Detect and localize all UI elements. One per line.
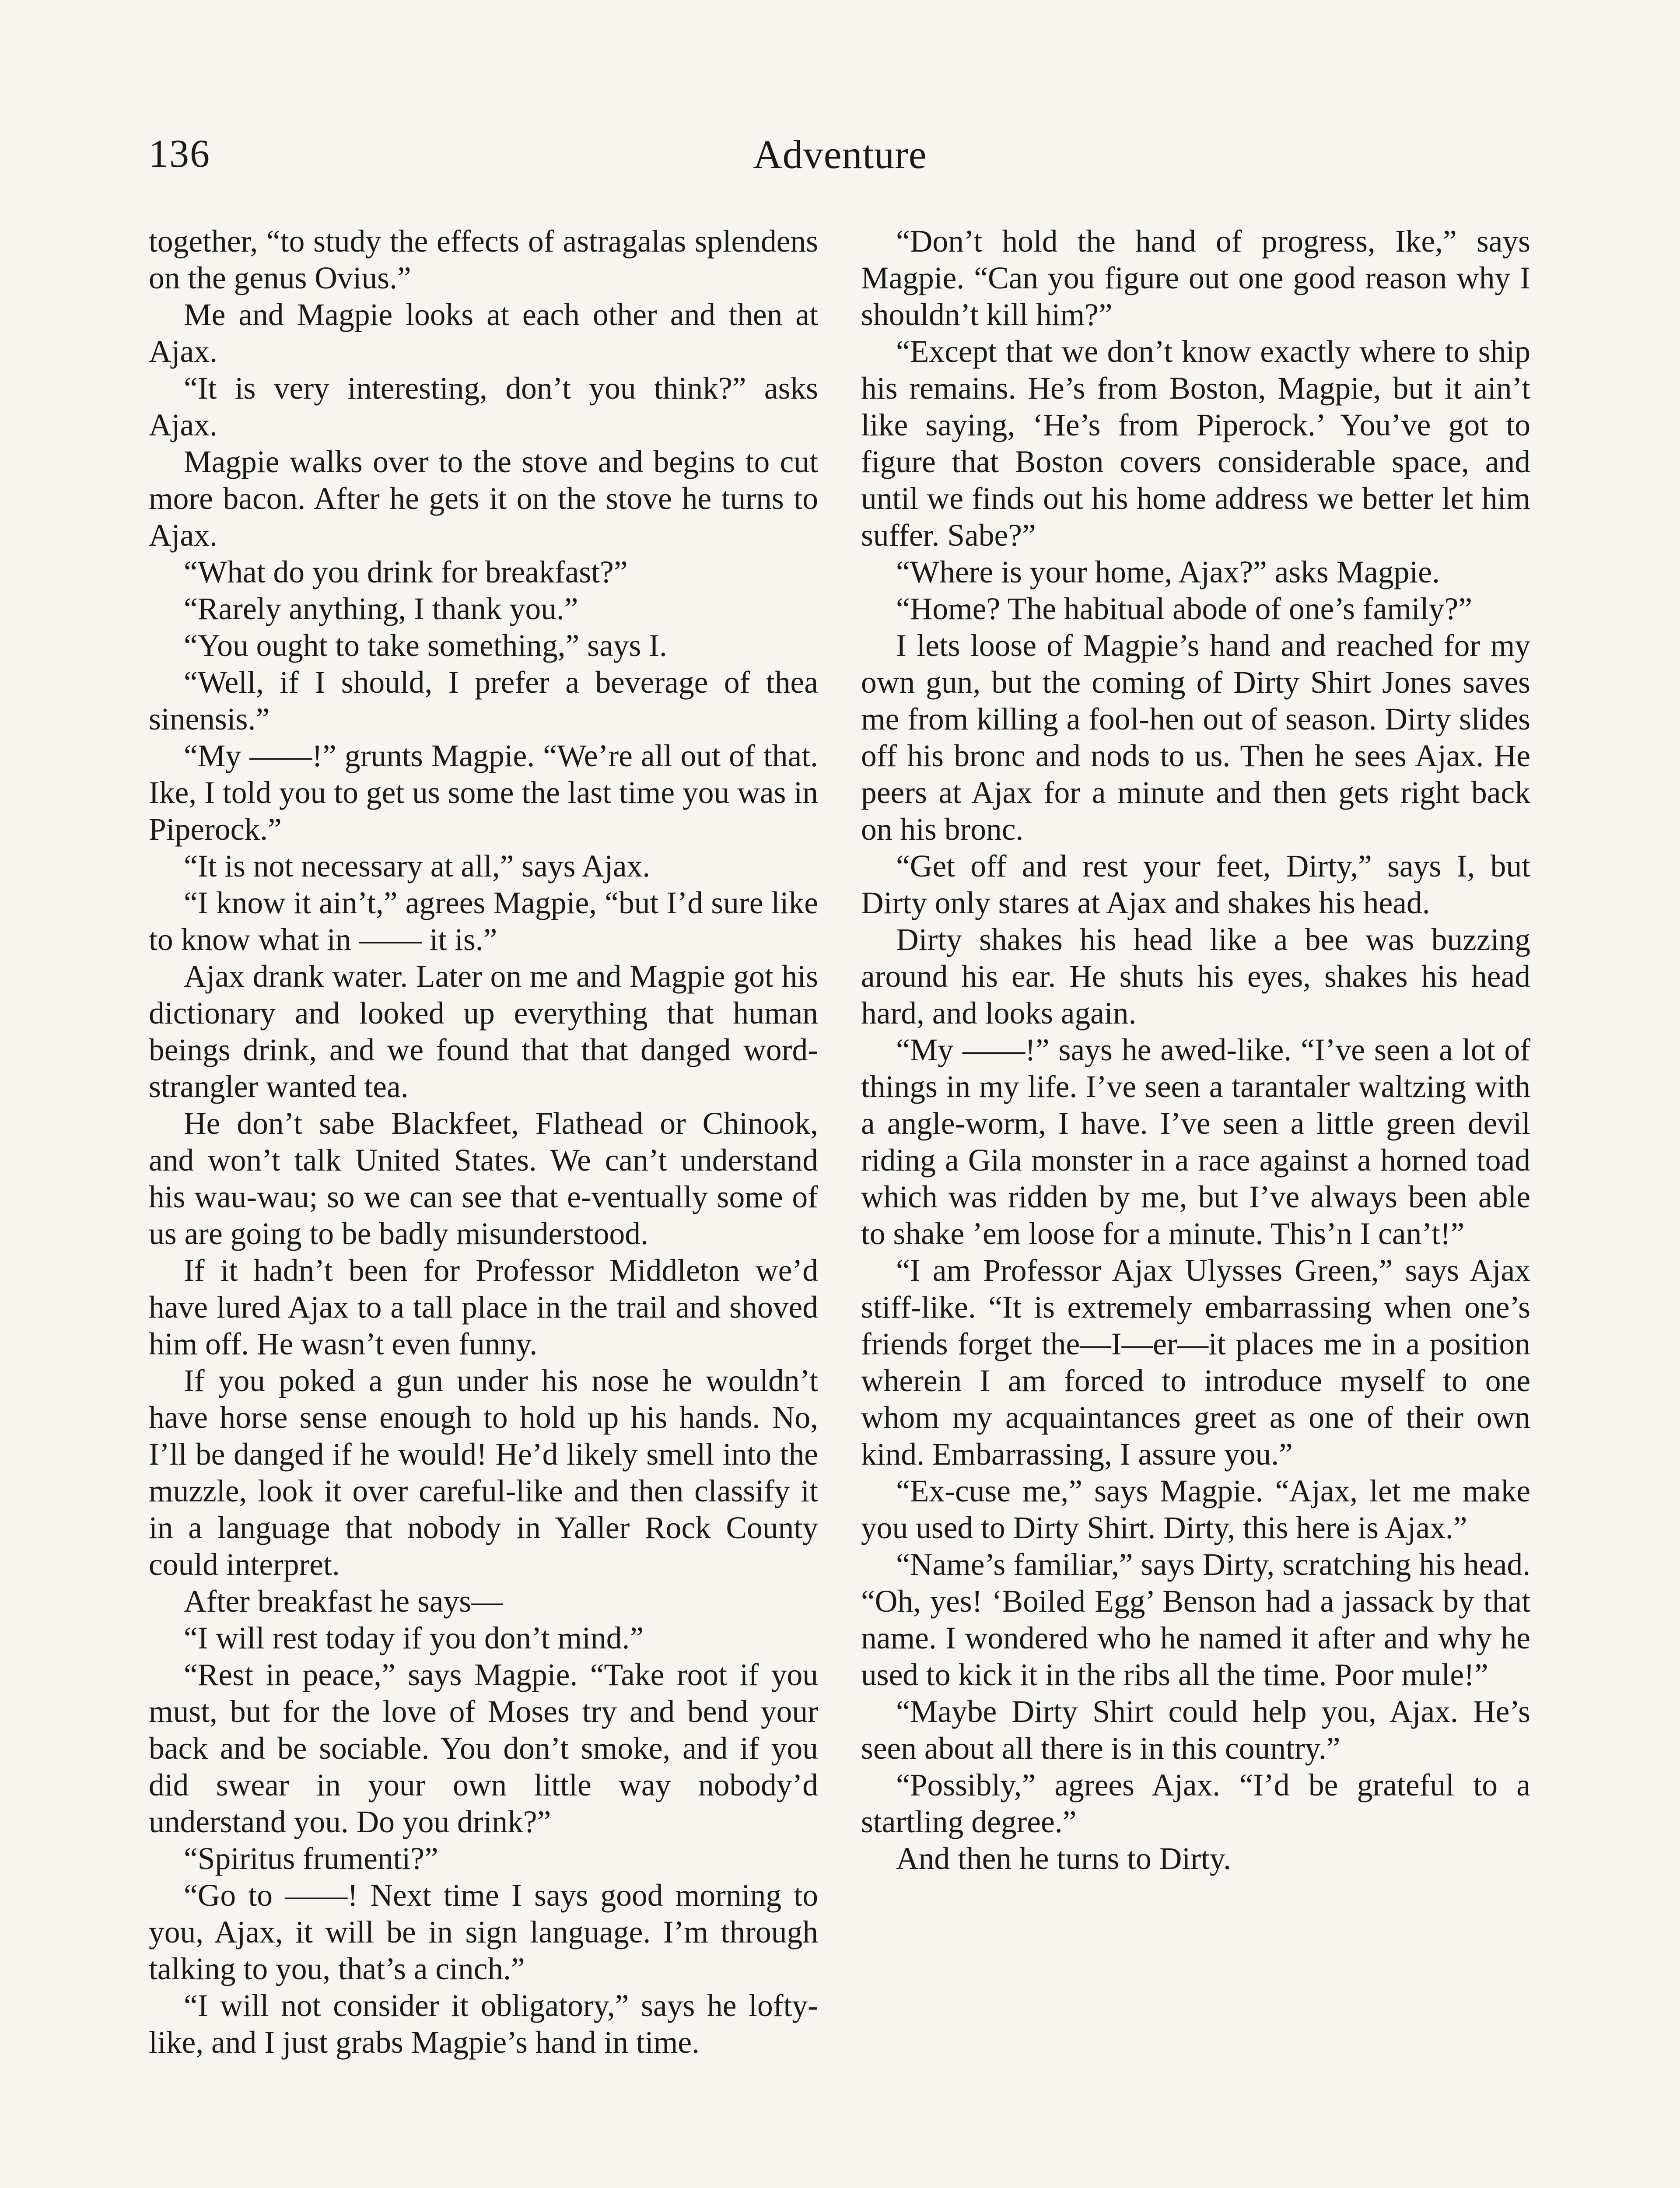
right-column	[861, 223, 1530, 1877]
paragraph: After breakfast he says—	[184, 1584, 503, 1619]
paragraph: “Ex-cuse me,” says Magpie. “Ajax, let me make you used to Dirty Shirt. Dirty, this here is Ajax.”	[861, 1474, 1530, 1545]
paragraph: “My ——!” grunts Magpie. “We’re all out of that. Ike, I told you to get us some the last time you was in Piperock.”	[149, 739, 818, 847]
paragraph: “Name’s familiar,” says Dirty, scratching his head. “Oh, yes! ‘Boiled Egg’ Benson had a jassack by that name. I wondered who he named it after and why he used to kick it in the ribs all the time. Poor mule!”	[861, 1547, 1530, 1692]
paragraph: “I know it ain’t,” agrees Magpie, “but I’d sure like to know what in —— it is.”	[149, 886, 818, 957]
paragraph: “It is very interesting, don’t you think?” asks Ajax.	[149, 371, 818, 442]
page-header	[149, 131, 1531, 184]
paragraph: “Home? The habitual abode of one’s family?”	[896, 592, 1472, 626]
paragraph: “Get off and rest your feet, Dirty,” says I, but Dirty only stares at Ajax and shakes his head.	[861, 849, 1530, 920]
paragraph: “Rarely anything, I thank you.”	[184, 592, 578, 626]
paragraph: Magpie walks over to the stove and begins to cut more bacon. After he gets it on the stove he turns to Ajax.	[149, 445, 818, 553]
paragraph: Ajax drank water. Later on me and Magpie got his dictionary and looked up everything that human beings drink, and we found that that danged word-strangler wanted tea.	[149, 959, 818, 1104]
running-title: Adventure	[753, 132, 927, 177]
paragraph: “Possibly,” agrees Ajax. “I’d be grateful to a startling degree.”	[861, 1768, 1530, 1839]
paragraph: “Don’t hold the hand of progress, Ike,” says Magpie. “Can you figure out one good reason why I shouldn’t kill him?”	[861, 224, 1530, 332]
paragraph: Dirty shakes his head like a bee was buzzing around his ear. He shuts his eyes, shakes his head hard, and looks again.	[861, 922, 1530, 1031]
paragraph: “Maybe Dirty Shirt could help you, Ajax. He’s seen about all there is in this country.”	[861, 1694, 1530, 1766]
paragraph: I lets loose of Magpie’s hand and reached for my own gun, but the coming of Dirty Shirt Jones saves me from killing a fool-hen out of season. Dirty slides off his bronc and nods to us. Then he sees Ajax. He peers at Ajax for a minute and then gets right back on his bronc.	[861, 628, 1530, 847]
paragraph: He don’t sabe Blackfeet, Flathead or Chinook, and won’t talk United States. We can’t understand his wau-wau; so we can see that e-ventually some of us are going to be badly misunderstood.	[149, 1106, 818, 1251]
paragraph: “I am Professor Ajax Ulysses Green,” says Ajax stiff-like. “It is extremely embarrassing when one’s friends forget the—I—er—it places me in a position wherein I am forced to introduce myself to one whom my acquaintances greet as one of their own kind. Embarrassing, I assure you.”	[861, 1253, 1530, 1472]
paragraph: “Go to ——! Next time I says good morning to you, Ajax, it will be in sign language. I’m through talking to you, that’s a cinch.”	[149, 1878, 818, 1986]
paragraph: “Where is your home, Ajax?” asks Magpie.	[896, 555, 1440, 589]
paragraph: “What do you drink for breakfast?”	[184, 555, 628, 589]
page-number: 136	[149, 132, 210, 175]
paragraph: “I will not consider it obligatory,” says he lofty-like, and I just grabs Magpie’s hand in time.	[149, 1988, 818, 2060]
paragraph: “Except that we don’t know exactly where to ship his remains. He’s from Boston, Magpie, but it ain’t like saying, ‘He’s from Piperock.’ You’ve got to figure that Boston covers considerable space, and until we finds out his home address we better let him suffer. Sabe?”	[861, 334, 1530, 553]
left-column	[149, 223, 818, 2061]
paragraph: “You ought to take something,” says I.	[184, 628, 667, 663]
paragraph: “Well, if I should, I prefer a beverage of thea sinensis.”	[149, 665, 818, 736]
paragraph: “I will rest today if you don’t mind.”	[184, 1621, 644, 1655]
paragraph: If you poked a gun under his nose he wouldn’t have horse sense enough to hold up his hands. No, I’ll be danged if he would! He’d likely smell into the muzzle, look it over careful-like and then classify it in a language that nobody in Yaller Rock County could interpret.	[149, 1364, 818, 1582]
paragraph: And then he turns to Dirty.	[896, 1841, 1231, 1876]
paragraph: “My ——!” says he awed-like. “I’ve seen a lot of things in my life. I’ve seen a tarantaler waltzing with a angle-worm, I have. I’ve seen a little green devil riding a Gila monster in a race against a horned toad which was ridden by me, but I’ve always been able to shake ’em loose for a minute. This’n I can’t!”	[861, 1033, 1530, 1251]
paragraph: “Rest in peace,” says Magpie. “Take root if you must, but for the love of Moses try and bend your back and be sociable. You don’t smoke, and if you did swear in your own little way nobody’d understand you. Do you drink?”	[149, 1658, 818, 1839]
paragraph: Me and Magpie looks at each other and then at Ajax.	[149, 298, 818, 369]
paragraph: If it hadn’t been for Professor Middleton we’d have lured Ajax to a tall place in the trail and shoved him off. He wasn’t even funny.	[149, 1253, 818, 1361]
paragraph: “Spiritus frumenti?”	[184, 1841, 438, 1876]
paragraph: together, “to study the effects of astragalas splendens on the genus Ovius.”	[149, 224, 818, 295]
paragraph: “It is not necessary at all,” says Ajax.	[184, 849, 651, 884]
